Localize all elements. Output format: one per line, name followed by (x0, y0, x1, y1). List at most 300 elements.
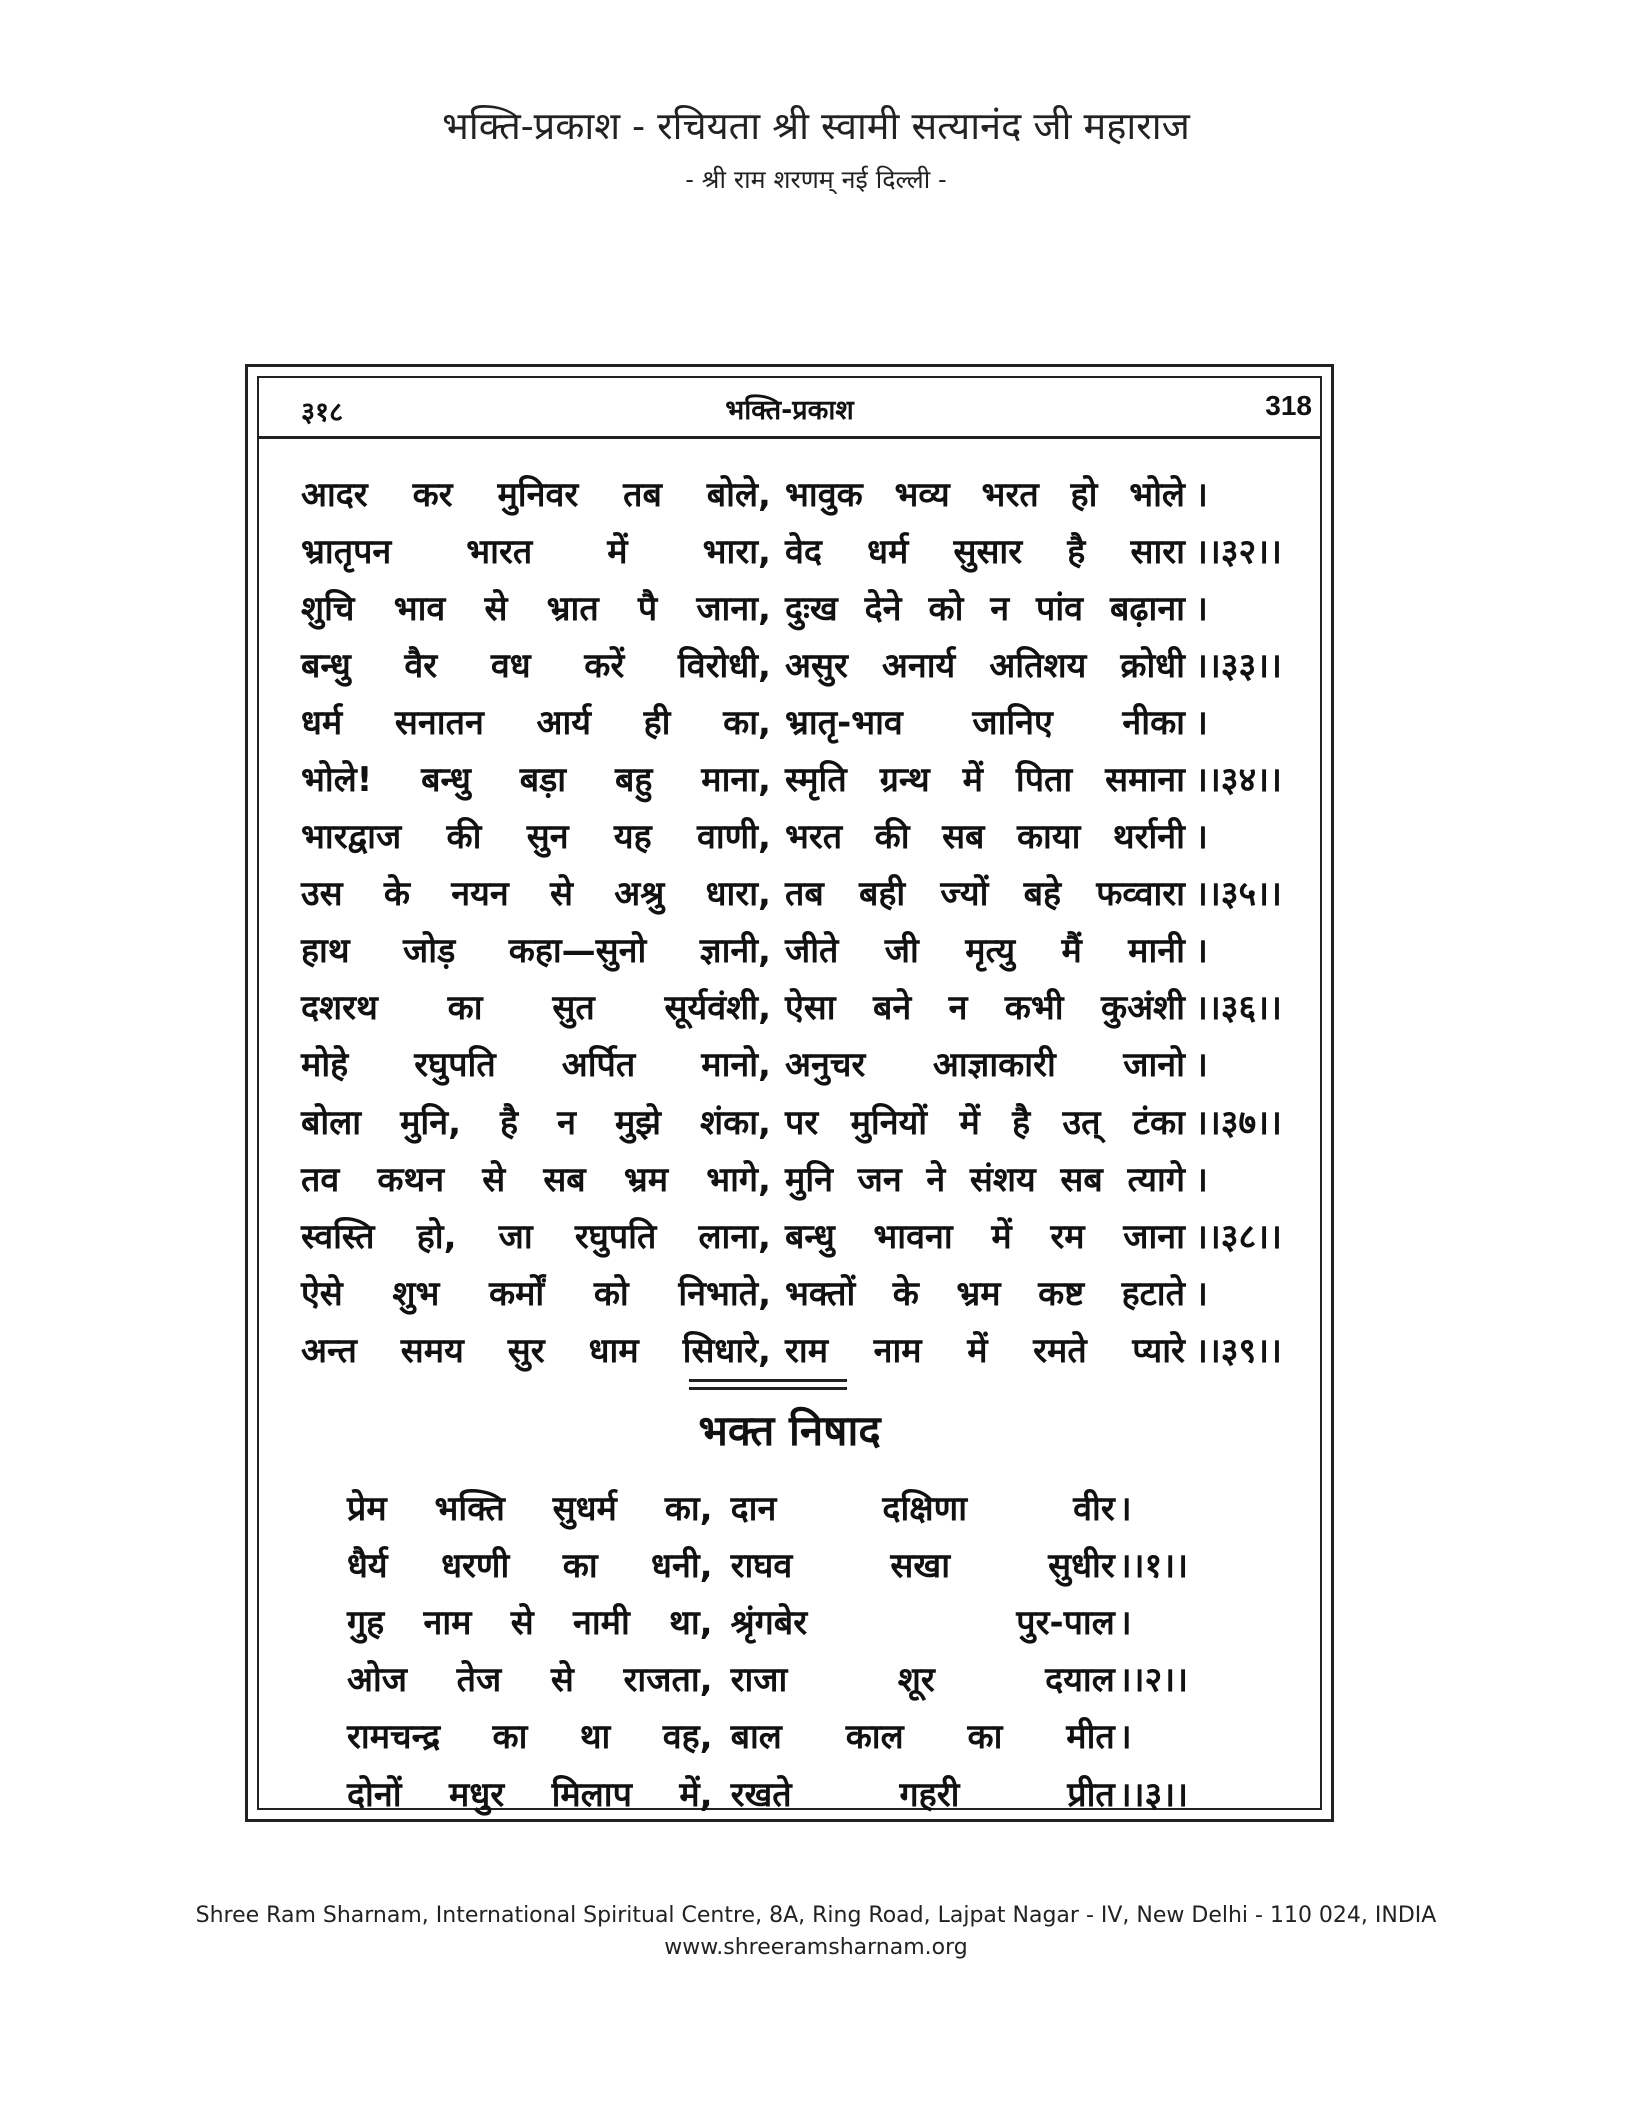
verse-end-mark: ।।३३।। (1195, 645, 1282, 686)
verse-first-half (301, 698, 771, 744)
verse-word: है (500, 1102, 519, 1143)
verse-word: सब (1060, 1159, 1103, 1200)
verse-word: जी (884, 931, 919, 972)
verse-line (301, 978, 1309, 1035)
section-divider (689, 1387, 847, 1390)
couplet-line (347, 1650, 1207, 1707)
couplet-second-half (731, 1770, 1115, 1816)
verse-word: जन (857, 1159, 902, 1200)
verse-word: मुनिवर (497, 474, 579, 515)
page-header (0, 100, 1632, 200)
verse-word: से (484, 588, 508, 629)
verse-word: त्यागे (1127, 1159, 1185, 1200)
verse-second-half (785, 1269, 1185, 1315)
verse-word: असुर (785, 645, 848, 686)
verse-end-mark: ।।३२।। (1195, 531, 1282, 572)
verse-line (301, 921, 1309, 978)
verse-word: सनातन (394, 702, 484, 743)
verse-second-half (785, 470, 1185, 516)
couplet-word: नाम (423, 1602, 472, 1643)
verse-end-mark: । (1195, 588, 1208, 629)
couplet-word: से (550, 1660, 574, 1701)
verse-word: हो, (416, 1216, 457, 1257)
verse-word: सिधारे, (682, 1330, 771, 1371)
verse-word: रम (1050, 1216, 1085, 1257)
verse-word: दशरथ (301, 988, 378, 1029)
verse-word: बन्धु (785, 1216, 835, 1257)
verse-word: कहा—सुनो (508, 931, 647, 972)
verse-word: धाम (588, 1330, 639, 1371)
couplet-second-half (731, 1541, 1115, 1587)
verse-end-mark: ।।३७।। (1195, 1102, 1282, 1143)
verse-word: को (928, 588, 964, 629)
section-divider (689, 1379, 847, 1382)
verse-first-half (301, 1326, 771, 1372)
verse-word: भाव (393, 588, 446, 629)
couplet-block (347, 1478, 1207, 1821)
verse-second-half (785, 869, 1185, 915)
verse-word: अतिशय (989, 645, 1087, 686)
verse-word: स्वस्ति (301, 1216, 375, 1257)
verse-second-half (785, 812, 1185, 858)
verse-second-half (785, 1098, 1185, 1144)
verse-word: भागे, (706, 1159, 771, 1200)
verse-line (301, 1035, 1309, 1092)
couplet-second-half (731, 1712, 1115, 1758)
verse-word: रघुपति (574, 1216, 657, 1257)
page-number: 318 (1265, 390, 1312, 421)
verse-word: स्मृति (785, 760, 847, 801)
couplet-word: का (562, 1545, 598, 1586)
verse-word: का, (723, 702, 771, 743)
couplet-word: राघव (730, 1545, 793, 1586)
verse-word: समाना (1105, 760, 1185, 801)
couplet-word: सुधीर (1048, 1545, 1115, 1586)
verse-word: समय (400, 1330, 464, 1371)
couplet-line (347, 1764, 1207, 1821)
verse-word: थर्रानी (1112, 817, 1185, 858)
verse-word: भारद्वाज (301, 817, 402, 858)
verse-word: तव (301, 1159, 340, 1200)
verse-word: बही (858, 874, 906, 915)
verse-word: में (962, 760, 983, 801)
running-title: भक्ति-प्रकाश (725, 395, 854, 426)
verse-word: मोहे (301, 1045, 349, 1086)
footer-url: www.shreeramsharnam.org (664, 1935, 968, 1960)
verse-first-half (301, 1155, 771, 1201)
verse-first-half (301, 641, 771, 687)
verse-word: शुभ (392, 1273, 440, 1314)
verse-word: वाणी, (696, 817, 771, 858)
verse-word: में (607, 531, 628, 572)
verse-word: से (482, 1159, 506, 1200)
verse-word: है (1067, 531, 1086, 572)
verse-word: के (892, 1273, 919, 1314)
verse-word: कर (412, 474, 453, 515)
verse-word: भावुक (785, 474, 863, 515)
couplet-word: ओज (347, 1660, 408, 1701)
couplet-word: प्रीत (1067, 1774, 1115, 1815)
couplet-word: दक्षिणा (882, 1488, 968, 1529)
couplet-word: वीर (1073, 1488, 1115, 1529)
verse-line (301, 1149, 1309, 1206)
verse-word: वैर (404, 645, 438, 686)
verse-word: भ्रम (956, 1273, 1001, 1314)
verse-word: बोला (301, 1102, 362, 1143)
verse-word: ज्यों (940, 874, 989, 915)
verse-word: संशय (969, 1159, 1036, 1200)
couplet-line (347, 1478, 1207, 1535)
verse-first-half (301, 983, 771, 1029)
verse-word: निभाते, (678, 1273, 771, 1314)
verse-word: मुनि (785, 1159, 834, 1200)
verse-word: की (446, 817, 482, 858)
verse-end-mark: । (1195, 931, 1208, 972)
verse-word: देने (864, 588, 902, 629)
verse-line (301, 1263, 1309, 1320)
couplet-first-half (347, 1598, 713, 1644)
verse-word: हाथ (301, 931, 350, 972)
verse-word: सारा (1130, 531, 1185, 572)
verse-word: मृत्यु (965, 931, 1016, 972)
verse-word: सुसार (953, 531, 1023, 572)
verse-first-half (301, 1098, 771, 1144)
verse-word: विरोधी, (677, 645, 771, 686)
verse-end-mark: ।।३४।। (1195, 760, 1282, 801)
verse-word: कर्मों (488, 1273, 545, 1314)
verse-word: राम (785, 1330, 829, 1371)
verse-word: अनार्य (881, 645, 956, 686)
couplet-end-mark: ।।२।। (1118, 1660, 1189, 1701)
verse-word: आज्ञाकारी (932, 1045, 1056, 1086)
verse-word: भ्रातृ-भाव (785, 702, 903, 743)
verse-word: अनुचर (785, 1045, 866, 1086)
verse-line (301, 635, 1309, 692)
couplet-word: था (579, 1717, 611, 1758)
couplet-word: धरणी (441, 1545, 510, 1586)
verse-word: भरत (981, 474, 1039, 515)
couplet-end-mark: । (1118, 1602, 1132, 1643)
verse-word: भव्य (894, 474, 950, 515)
verse-word: बड़ा (519, 760, 567, 801)
verse-word: अन्त (301, 1330, 357, 1371)
verse-second-half (785, 983, 1185, 1029)
verse-second-half (785, 584, 1185, 630)
verse-word: पर (785, 1102, 819, 1143)
verse-word: जोड़ (403, 931, 456, 972)
verse-word: नाम (873, 1330, 922, 1371)
verse-word: भक्तों (785, 1273, 856, 1314)
page-title: भक्ति-प्रकाश - रचियता श्री स्वामी सत्यानंद जी महाराज (442, 104, 1190, 148)
couplet-word: का, (664, 1488, 713, 1529)
verse-word: कभी (1004, 988, 1064, 1029)
verse-second-half (785, 1040, 1185, 1086)
couplet-end-mark: ।।१।। (1118, 1545, 1189, 1586)
couplet-first-half (347, 1770, 713, 1816)
verse-end-mark: । (1195, 1159, 1208, 1200)
couplet-first-half (347, 1655, 713, 1701)
verse-word: से (550, 874, 573, 915)
verse-word: क्रोधी (1120, 645, 1185, 686)
verse-word: दुःख (785, 588, 838, 629)
couplet-word: में, (679, 1774, 713, 1815)
book-page-border (257, 376, 1322, 1815)
verse-line (301, 1092, 1309, 1149)
verse-word: ने (926, 1159, 946, 1200)
verse-line (301, 1320, 1309, 1377)
verse-end-mark: । (1195, 1045, 1208, 1086)
verse-word: लाना, (698, 1216, 771, 1257)
verse-word: का (447, 988, 483, 1029)
verse-word: बोले, (706, 474, 771, 515)
couplet-end-mark: । (1118, 1488, 1132, 1529)
verse-end-mark: ।।३६।। (1195, 988, 1282, 1029)
verse-word: जाना (1123, 1216, 1185, 1257)
couplet-word: से (510, 1602, 534, 1643)
couplet-word: राजा (730, 1660, 788, 1701)
couplet-word: मिलाप (551, 1774, 632, 1815)
verse-first-half (301, 812, 771, 858)
couplet-word: दोनों (347, 1774, 402, 1815)
verse-word: आदर (301, 474, 368, 515)
verse-word: आर्य (536, 702, 591, 743)
couplet-end-mark: ।।३।। (1118, 1774, 1189, 1815)
verse-second-half (785, 755, 1185, 801)
couplet-second-half (731, 1655, 1115, 1701)
verse-line (301, 521, 1309, 578)
verse-line (301, 749, 1309, 806)
verse-line (301, 464, 1309, 521)
verse-word: के (383, 874, 411, 915)
verse-word: हटाते (1121, 1273, 1185, 1314)
couplet-word: था, (669, 1602, 713, 1643)
page-footer (0, 1900, 1632, 1964)
verse-end-mark: ।।३९।। (1195, 1330, 1282, 1371)
couplet-word: मधुर (448, 1774, 505, 1815)
couplet-word: रखते (730, 1774, 792, 1815)
verse-word: धर्म (301, 702, 343, 743)
verse-word: बहु (614, 760, 653, 801)
couplet-first-half (347, 1541, 713, 1587)
verse-first-half (301, 869, 771, 915)
verse-word: मुनियों (850, 1102, 928, 1143)
verse-word: भारा, (702, 531, 771, 572)
verse-word: भ्रात (546, 588, 599, 629)
verse-word: न (557, 1102, 576, 1143)
verse-end-mark: । (1195, 817, 1208, 858)
couplet-word: बाल (730, 1717, 782, 1758)
verse-end-mark: ।।३८।। (1195, 1216, 1282, 1257)
verse-word: जानिए (972, 702, 1053, 743)
verse-word: यह (613, 817, 652, 858)
couplet-word: तेज (456, 1660, 502, 1701)
couplet-line (347, 1707, 1207, 1764)
verse-word: हो (1070, 474, 1098, 515)
verse-word: माना, (701, 760, 771, 801)
verse-word: अर्पित (561, 1045, 636, 1086)
verse-word: जा (498, 1216, 533, 1257)
verse-word: सब (543, 1159, 586, 1200)
couplet-second-half (731, 1484, 1115, 1530)
verse-word: सुन (526, 817, 569, 858)
couplet-word: राजता, (623, 1660, 713, 1701)
header-rule (259, 438, 1320, 439)
verse-line (301, 864, 1309, 921)
verse-end-mark: । (1195, 1273, 1208, 1314)
verse-word: नयन (451, 874, 509, 915)
verse-word: मुनि, (400, 1102, 462, 1143)
couplet-word: नामी (573, 1602, 630, 1643)
verse-first-half (301, 1212, 771, 1258)
verse-word: को (593, 1273, 629, 1314)
couplet-first-half (347, 1484, 713, 1530)
verse-word: तब (623, 474, 662, 515)
verse-second-half (785, 698, 1185, 744)
verse-first-half (301, 926, 771, 972)
couplet-first-half (347, 1712, 713, 1758)
couplet-word: सखा (890, 1545, 951, 1586)
verse-word: कुअंशी (1100, 988, 1185, 1029)
verse-word: भ्रम (623, 1159, 669, 1200)
couplet-word: का (967, 1717, 1003, 1758)
couplet-word: प्रेम (347, 1488, 387, 1529)
couplet-end-mark: । (1118, 1717, 1132, 1758)
verse-word: सूर्यवंशी, (664, 988, 771, 1029)
verse-word: सुर (507, 1330, 545, 1371)
verse-word: रघुपति (414, 1045, 496, 1086)
section-title: भक्त निषाद (698, 1406, 881, 1455)
couplet-second-half (731, 1598, 1115, 1644)
verse-word: भावना (873, 1216, 953, 1257)
verse-word: टंका (1132, 1102, 1185, 1143)
verse-word: धारा, (705, 874, 771, 915)
verse-word: भ्रातृपन (301, 531, 392, 572)
couplet-word: रामचन्द्र (347, 1717, 441, 1758)
verse-word: जीते (785, 931, 839, 972)
verse-first-half (301, 470, 771, 516)
verse-word: की (874, 817, 910, 858)
verse-end-mark: । (1195, 474, 1208, 515)
verse-word: पांव (1036, 588, 1084, 629)
couplet-line (347, 1535, 1207, 1592)
verse-word: फव्वारा (1096, 874, 1185, 915)
verse-word: बन्धु (301, 645, 351, 686)
verse-first-half (301, 527, 771, 573)
verse-word: भारत (466, 531, 533, 572)
verse-word: कथन (377, 1159, 445, 1200)
verse-word: मैं (1061, 931, 1082, 972)
verse-word: जाना, (696, 588, 771, 629)
verse-word: धर्म (867, 531, 909, 572)
verse-word: जानो (1123, 1045, 1185, 1086)
couplet-word: गुह (347, 1602, 385, 1643)
verse-word: भरत (785, 817, 843, 858)
verse-first-half (301, 1040, 771, 1086)
verse-block (301, 464, 1309, 1378)
couplet-word: दान (730, 1488, 777, 1529)
verse-word: न (948, 988, 968, 1029)
verse-word: शुचि (301, 588, 355, 629)
verse-word: है (1012, 1102, 1031, 1143)
couplet-word: पुर-पाल (1016, 1602, 1115, 1643)
verse-word: पै (637, 588, 658, 629)
verse-word: मानो, (701, 1045, 771, 1086)
running-head (259, 378, 1320, 438)
verse-word: मुझे (614, 1102, 661, 1143)
verse-word: बने (872, 988, 912, 1029)
couplet-word: भक्ति (434, 1488, 505, 1529)
verse-word: ऐसा (785, 988, 836, 1029)
couplet-word: शूर (897, 1660, 935, 1701)
verse-word: प्यारे (1132, 1330, 1185, 1371)
verse-word: सब (942, 817, 985, 858)
verse-second-half (785, 527, 1185, 573)
couplet-line (347, 1592, 1207, 1649)
verse-word: तब (785, 874, 824, 915)
verse-word: ऐसे (301, 1273, 343, 1314)
verse-word: वेद (785, 531, 822, 572)
verse-word: अश्रु (614, 874, 665, 915)
verse-word: भोले (1129, 474, 1185, 515)
verse-word: में (967, 1330, 988, 1371)
verse-second-half (785, 1326, 1185, 1372)
verse-second-half (785, 1212, 1185, 1258)
verse-word: भोले! (301, 760, 373, 801)
verse-end-mark: ।।३५।। (1195, 874, 1282, 915)
verse-word: करें (584, 645, 625, 686)
couplet-word: काल (845, 1717, 904, 1758)
page-subtitle: - श्री राम शरणम् नई दिल्ली - (685, 165, 947, 194)
verse-line (301, 807, 1309, 864)
verse-line (301, 692, 1309, 749)
verse-word: रमते (1033, 1330, 1087, 1371)
verse-word: न (990, 588, 1010, 629)
verse-word: पिता (1015, 760, 1073, 801)
verse-word: में (991, 1216, 1012, 1257)
verse-line (301, 578, 1309, 635)
verse-word: ही (643, 702, 671, 743)
verse-word: बन्धु (421, 760, 471, 801)
page-number-devanagari: ३१८ (301, 397, 344, 428)
couplet-word: श्रृंगबेर (730, 1602, 808, 1643)
verse-second-half (785, 641, 1185, 687)
verse-word: सुत (552, 988, 595, 1029)
verse-word: ग्रन्थ (879, 760, 930, 801)
scanned-book-page (245, 364, 1334, 1822)
verse-word: ज्ञानी, (699, 931, 771, 972)
verse-first-half (301, 755, 771, 801)
couplet-word: सुधर्म (552, 1488, 617, 1529)
verse-end-mark: । (1195, 702, 1208, 743)
verse-line (301, 1206, 1309, 1263)
verse-word: बढ़ाना (1109, 588, 1185, 629)
verse-word: वध (490, 645, 531, 686)
verse-first-half (301, 584, 771, 630)
verse-word: काया (1016, 817, 1081, 858)
couplet-word: वह, (662, 1717, 713, 1758)
verse-word: शंका, (700, 1102, 771, 1143)
couplet-word: धनी, (651, 1545, 713, 1586)
verse-second-half (785, 926, 1185, 972)
couplet-word: का (492, 1717, 528, 1758)
verse-second-half (785, 1155, 1185, 1201)
verse-word: में (959, 1102, 980, 1143)
couplet-word: मीत (1066, 1717, 1115, 1758)
verse-word: उस (301, 874, 343, 915)
couplet-word: दयाल (1045, 1660, 1115, 1701)
verse-word: बहे (1023, 874, 1062, 915)
verse-word: उत् (1062, 1102, 1101, 1143)
